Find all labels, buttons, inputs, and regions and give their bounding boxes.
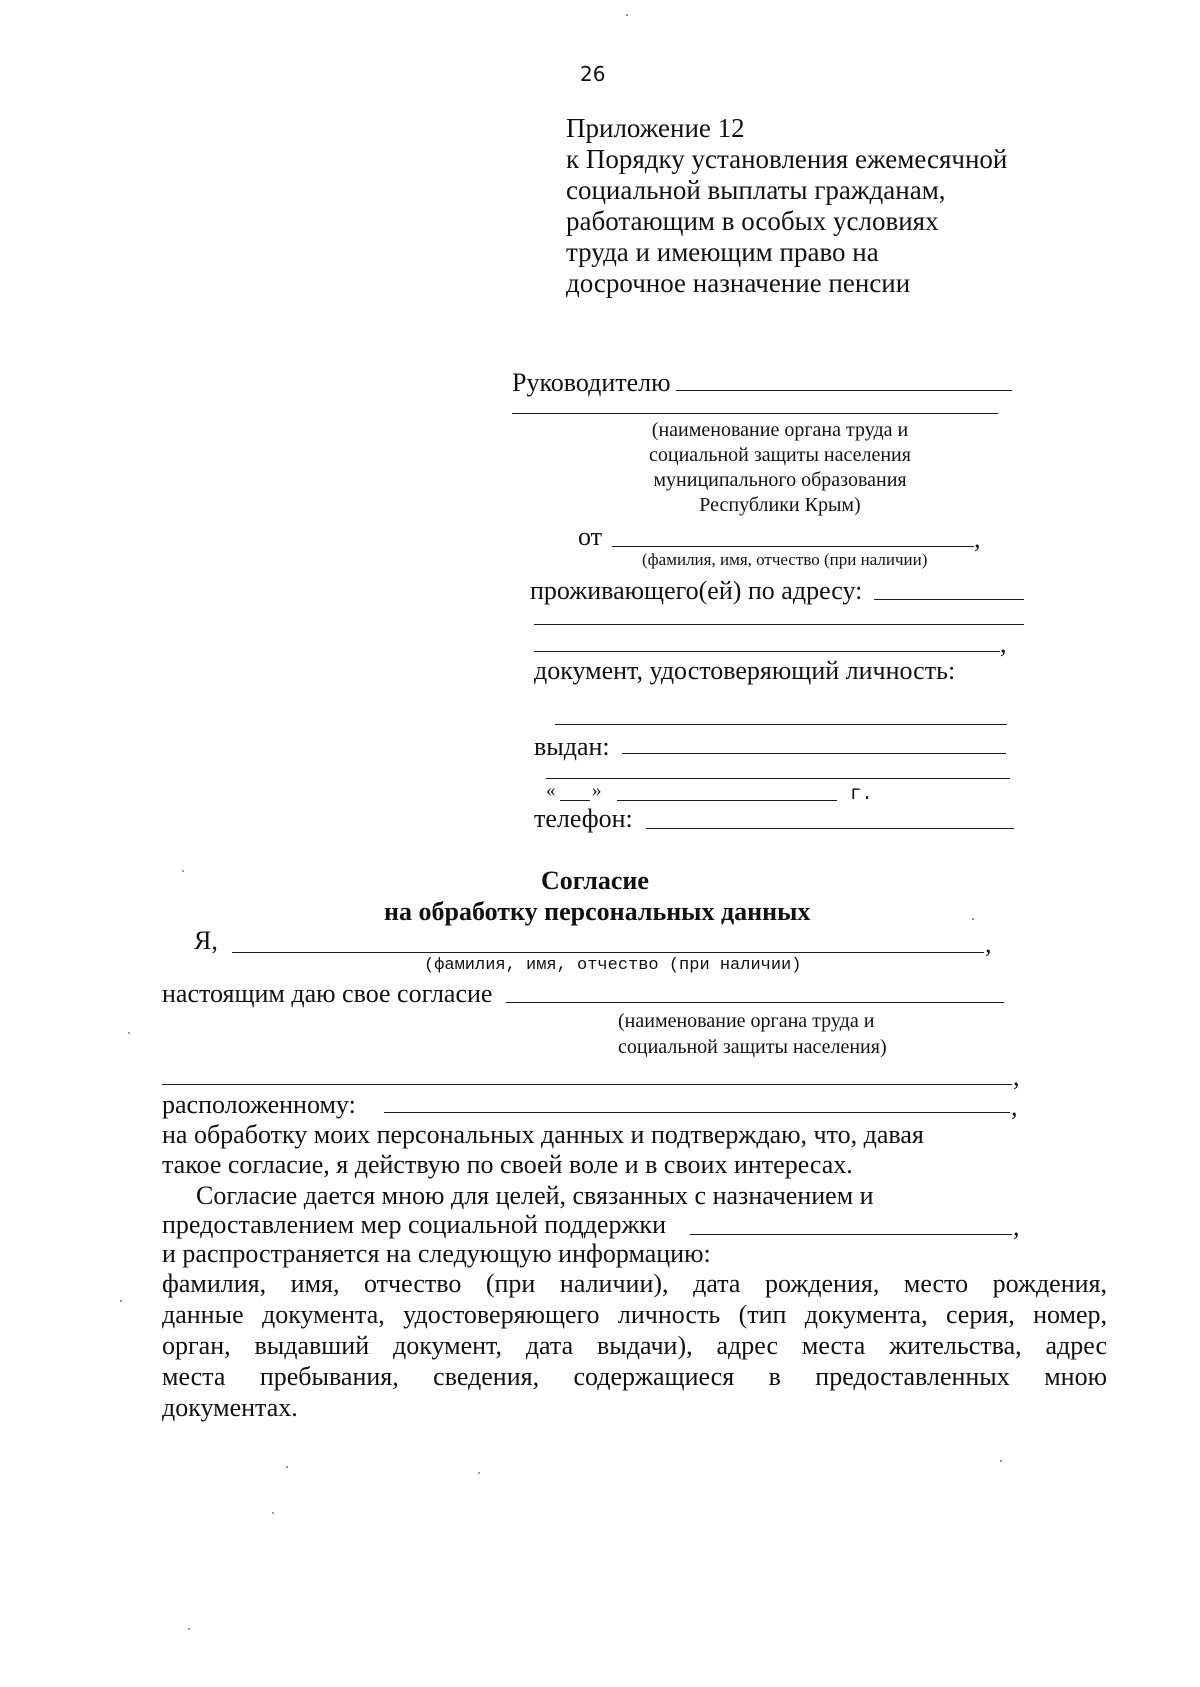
- address-field-line2[interactable]: [534, 624, 1024, 625]
- info-line: фамилия, имя, отчество (при наличии), дата рождения, место рождения,: [162, 1269, 1107, 1298]
- consent-org-hint-line: социальной защиты населения): [618, 1036, 887, 1058]
- consent-title: Согласие: [541, 866, 649, 895]
- scan-speck: [626, 14, 628, 16]
- annex-line: досрочное назначение пенсии: [566, 268, 911, 298]
- comma: ,: [985, 929, 992, 958]
- info-line: документах.: [162, 1393, 298, 1422]
- addressee-field-line2[interactable]: [512, 413, 998, 414]
- phone-label: телефон:: [534, 804, 633, 833]
- consent-org-field-line2[interactable]: [162, 1084, 1012, 1085]
- fio-hint: (фамилия, имя, отчество (при наличии): [424, 956, 802, 975]
- personal-info-list: [162, 1268, 1107, 1423]
- scan-speck: [272, 1512, 274, 1514]
- info-line: орган, выдавший документ, дата выдачи), адрес места жительства, адрес: [162, 1331, 1107, 1360]
- info-line: данные документа, удостоверяющего личность (тип документа, серия, номер,: [162, 1300, 1107, 1329]
- annex-line: социальной выплаты гражданам,: [566, 175, 946, 205]
- issue-day-field[interactable]: [560, 800, 590, 801]
- consent-org-hint-line: (наименование органа труда и: [618, 1010, 875, 1032]
- purpose-line-3: и распространяется на следующую информацию:: [162, 1239, 711, 1268]
- paragraph-line: на обработку моих персональных данных и подтверждаю, что, давая: [162, 1120, 924, 1149]
- located-label: расположенному:: [162, 1090, 356, 1119]
- scan-speck: [188, 1628, 190, 1630]
- address-field-line3[interactable]: [534, 651, 1000, 652]
- issued-label: выдан:: [534, 732, 610, 761]
- consent-fio-field[interactable]: [232, 952, 984, 953]
- annex-line: Приложение 12: [566, 113, 745, 143]
- org-hint-line: Республики Крым): [699, 494, 861, 516]
- phone-field[interactable]: [646, 828, 1014, 829]
- org-hint-line: муниципального образования: [653, 469, 907, 491]
- purpose-line-1: Согласие дается мною для целей, связанных с назначением и: [196, 1181, 874, 1210]
- i-label: Я,: [194, 926, 218, 955]
- issued-by-field-line2[interactable]: [546, 778, 1010, 779]
- annex-block: [566, 113, 1007, 299]
- annex-line: работающим в особых условиях: [566, 206, 939, 236]
- purpose-line-2: предоставлением мер социальной поддержки: [162, 1210, 666, 1239]
- org-hint: [585, 418, 975, 518]
- scan-speck: [286, 1466, 288, 1468]
- from-label: от: [578, 522, 603, 551]
- issued-by-field[interactable]: [622, 753, 1006, 754]
- comma: ,: [1013, 1212, 1020, 1241]
- addressee-field[interactable]: [676, 390, 1012, 391]
- scan-speck: [120, 1300, 122, 1302]
- annex-line: к Порядку установления ежемесячной: [566, 144, 1008, 174]
- paragraph-line: такое согласие, я действую по своей воле и в своих интересах.: [162, 1150, 853, 1179]
- info-line: места пребывания, сведения, содержащиеся в предоставленных мною: [162, 1362, 1107, 1391]
- scan-speck: [972, 918, 974, 920]
- scan-speck: [128, 1032, 130, 1034]
- scan-speck: [182, 870, 184, 872]
- address-field[interactable]: [874, 599, 1024, 600]
- comma: ,: [1011, 1092, 1018, 1121]
- issue-month-year-field[interactable]: [617, 800, 837, 801]
- scan-speck: [1000, 1460, 1002, 1462]
- year-suffix: г.: [850, 783, 873, 805]
- org-hint-line: социальной защиты населения: [649, 444, 911, 466]
- addressee-label: Руководителю: [512, 368, 671, 397]
- consent-subtitle: на обработку персональных данных: [384, 897, 811, 926]
- id-document-field[interactable]: [555, 724, 1007, 725]
- id-document-label: документ, удостоверяющий личность:: [534, 656, 956, 685]
- scan-speck: [478, 1472, 480, 1474]
- page-number: 26: [580, 62, 606, 86]
- applicant-name-field[interactable]: [612, 546, 974, 547]
- address-label: проживающего(ей) по адресу:: [530, 576, 863, 605]
- annex-line: труда и имеющим право на: [566, 237, 879, 267]
- support-measures-field[interactable]: [690, 1234, 1012, 1235]
- located-address-field[interactable]: [384, 1112, 1010, 1113]
- give-consent-label: настоящим даю свое согласие: [162, 979, 493, 1008]
- consent-org-field[interactable]: [506, 1002, 1004, 1003]
- consent-org-hint: [618, 1008, 887, 1060]
- comma: ,: [974, 524, 981, 553]
- date-open-quote: «: [546, 780, 556, 801]
- comma: ,: [1000, 629, 1007, 658]
- org-hint-line: (наименование органа труда и: [651, 419, 909, 441]
- comma: ,: [1013, 1062, 1020, 1091]
- name-hint: (фамилия, имя, отчество (при наличии): [642, 550, 928, 569]
- consent-paragraph-1: [162, 1120, 924, 1180]
- date-close-quote: »: [592, 780, 602, 801]
